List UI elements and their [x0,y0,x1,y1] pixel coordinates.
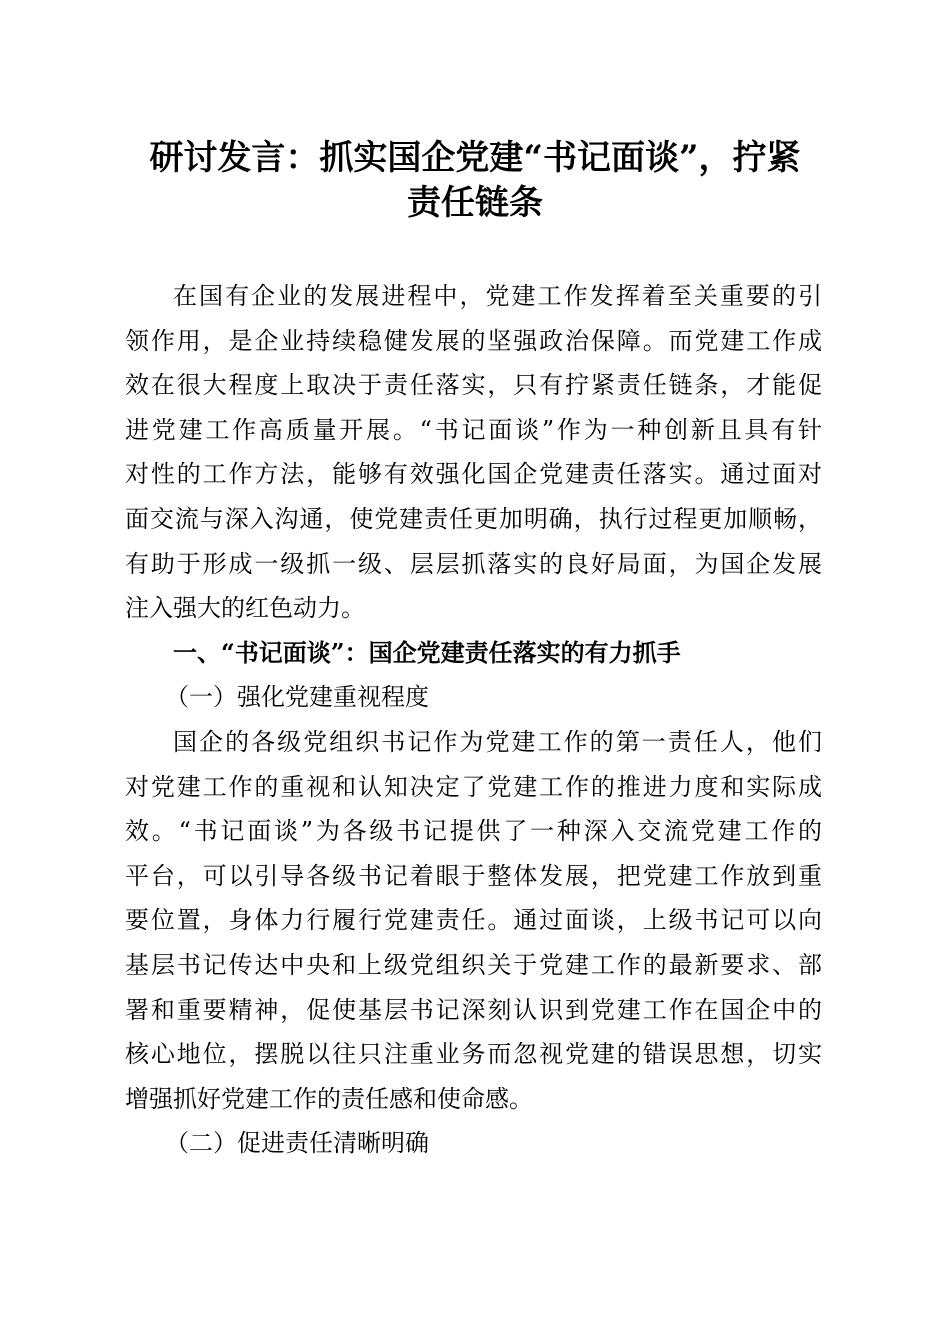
text-line: 有助于形成一级抓一级、层层抓落实的良好局面，为国企发展 [125,549,822,578]
title-line-2: 责任链条 [407,183,543,223]
document-title [100,136,850,226]
text-line: 效在很大程度上取决于责任落实，只有拧紧责任链条，才能促 [125,371,822,400]
text-line: 在国有企业的发展进程中，党建工作发挥着至关重要的引 [173,282,822,310]
subsection-heading: （二）促进责任清晰明确 [165,1129,429,1158]
text-line: 核心地位，摆脱以往只注重业务而忽视党建的错误思想，切实 [125,1040,822,1069]
text-line: 署和重要精神，促使基层书记深刻认识到党建工作在国企中的 [125,995,822,1024]
subsection-paragraph [125,720,822,1121]
text-line: 领作用，是企业持续稳健发展的坚强政治保障。而党建工作成 [125,326,822,355]
text-line: 要位置，身体力行履行党建责任。通过面谈，上级书记可以向 [125,906,822,935]
text-line: 基层书记传达中央和上级党组织关于党建工作的最新要求、部 [125,950,822,979]
text-line: 平台，可以引导各级书记着眼于整体发展，把党建工作放到重 [125,861,822,890]
text-line: 注入强大的红色动力。 [125,594,365,623]
document-body [125,274,822,1166]
text-line: 进党建工作高质量开展。“书记面谈”作为一种创新且具有针 [125,415,822,444]
text-line: 效。“书记面谈”为各级书记提供了一种深入交流党建工作的 [125,817,822,846]
title-line-1: 研讨发言：抓实国企党建“书记面谈”，拧紧 [149,138,801,178]
text-line: 对性的工作方法，能够有效强化国企党建责任落实。通过面对 [125,460,822,489]
text-line: 增强抓好党建工作的责任感和使命感。 [125,1084,533,1113]
text-line: 对党建工作的重视和认知决定了党建工作的推进力度和实际成 [125,772,822,801]
intro-paragraph [125,274,822,631]
section-heading: 一、“书记面谈”：国企党建责任落实的有力抓手 [173,637,681,667]
text-line: 国企的各级党组织书记作为党建工作的第一责任人，他们 [173,727,822,756]
text-line: 面交流与深入沟通，使党建责任更加明确，执行过程更加顺畅， [125,504,822,533]
subsection-heading: （一）强化党建重视程度 [165,683,429,712]
